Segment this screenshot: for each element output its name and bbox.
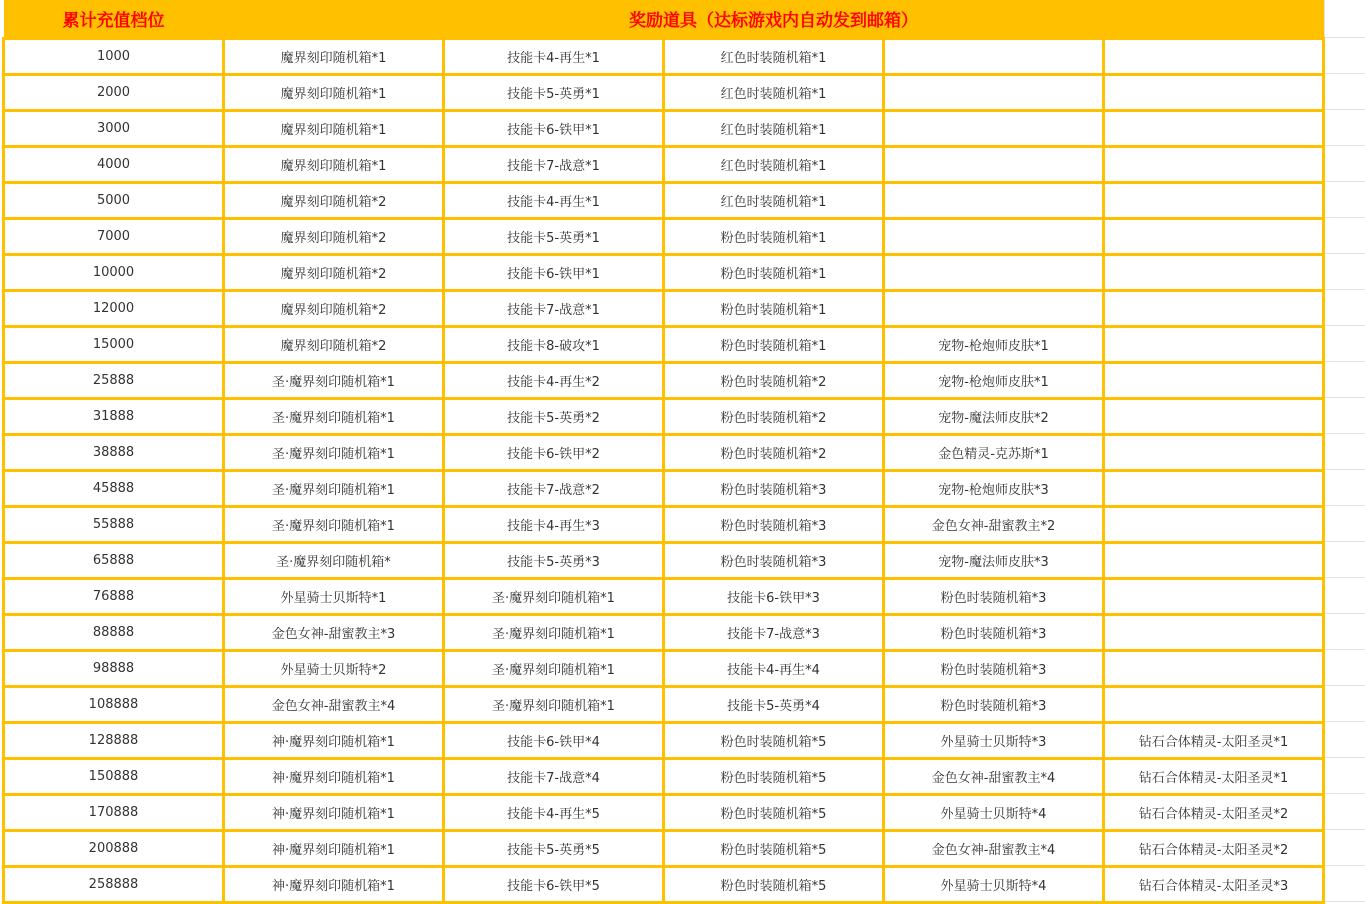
gridline-horizontal — [1324, 37, 1365, 38]
table-row — [4, 867, 1324, 903]
reward-item-cell[interactable]: 钻石合体精灵-太阳圣灵*2 — [1104, 831, 1324, 867]
reward-item-cell[interactable] — [1104, 363, 1324, 399]
reward-item-cell[interactable]: 粉色时装随机箱*5 — [664, 795, 884, 831]
reward-item-cell[interactable]: 技能卡5-英勇*3 — [444, 543, 664, 579]
reward-item-cell[interactable]: 粉色时装随机箱*3 — [664, 471, 884, 507]
reward-item-cell[interactable]: 粉色时装随机箱*3 — [884, 615, 1104, 651]
reward-item-cell[interactable]: 宠物-枪炮师皮肤*1 — [884, 327, 1104, 363]
gridline-horizontal — [1324, 613, 1365, 614]
reward-item-cell[interactable]: 粉色时装随机箱*3 — [664, 543, 884, 579]
reward-item-cell[interactable]: 技能卡8-破攻*1 — [444, 327, 664, 363]
tier-cell[interactable]: 38888 — [4, 435, 224, 471]
gridline-horizontal — [1324, 109, 1365, 110]
reward-item-cell[interactable]: 圣·魔界刻印随机箱*1 — [444, 687, 664, 723]
reward-item-cell[interactable]: 粉色时装随机箱*3 — [884, 579, 1104, 615]
table-row — [4, 759, 1324, 795]
reward-item-cell[interactable] — [884, 291, 1104, 327]
reward-item-cell[interactable] — [884, 39, 1104, 75]
reward-item-cell[interactable] — [1104, 255, 1324, 291]
tier-cell[interactable]: 76888 — [4, 579, 224, 615]
reward-item-cell[interactable]: 粉色时装随机箱*2 — [664, 363, 884, 399]
reward-item-cell[interactable] — [1104, 615, 1324, 651]
gridline-horizontal — [1324, 433, 1365, 434]
gridline-horizontal — [1324, 253, 1365, 254]
reward-item-cell[interactable]: 技能卡6-铁甲*1 — [444, 111, 664, 147]
reward-item-cell[interactable]: 技能卡4-再生*5 — [444, 795, 664, 831]
table-row — [4, 363, 1324, 399]
table-row — [4, 687, 1324, 723]
reward-item-cell[interactable]: 魔界刻印随机箱*2 — [224, 219, 444, 255]
tier-cell[interactable]: 4000 — [4, 147, 224, 183]
gridline-horizontal — [1324, 181, 1365, 182]
reward-item-cell[interactable] — [884, 219, 1104, 255]
reward-item-cell[interactable]: 外星骑士贝斯特*4 — [884, 795, 1104, 831]
table-row — [4, 723, 1324, 759]
reward-item-cell[interactable]: 技能卡5-英勇*1 — [444, 75, 664, 111]
header-row — [4, 0, 1324, 39]
tier-cell[interactable]: 31888 — [4, 399, 224, 435]
reward-item-cell[interactable]: 技能卡6-铁甲*5 — [444, 867, 664, 903]
reward-item-cell[interactable]: 红色时装随机箱*1 — [664, 147, 884, 183]
reward-item-cell[interactable]: 技能卡5-英勇*4 — [664, 687, 884, 723]
reward-item-cell[interactable]: 宠物-枪炮师皮肤*1 — [884, 363, 1104, 399]
gridline-horizontal — [1324, 469, 1365, 470]
reward-item-cell[interactable] — [884, 111, 1104, 147]
table-row — [4, 39, 1324, 75]
table-row — [4, 831, 1324, 867]
table-row — [4, 507, 1324, 543]
gridline-horizontal — [1324, 757, 1365, 758]
reward-item-cell[interactable]: 技能卡7-战意*1 — [444, 291, 664, 327]
table-row — [4, 255, 1324, 291]
reward-item-cell[interactable]: 技能卡7-战意*1 — [444, 147, 664, 183]
gridline-horizontal — [1324, 901, 1365, 902]
tier-cell[interactable]: 98888 — [4, 651, 224, 687]
gridline-horizontal — [1324, 505, 1365, 506]
gridline-horizontal — [1324, 325, 1365, 326]
table-row — [4, 183, 1324, 219]
reward-item-cell[interactable]: 宠物-魔法师皮肤*3 — [884, 543, 1104, 579]
tier-cell[interactable]: 25888 — [4, 363, 224, 399]
reward-item-cell[interactable]: 技能卡5-英勇*1 — [444, 219, 664, 255]
reward-item-cell[interactable] — [884, 147, 1104, 183]
table-row — [4, 651, 1324, 687]
reward-item-cell[interactable]: 红色时装随机箱*1 — [664, 39, 884, 75]
reward-item-cell[interactable]: 技能卡4-再生*4 — [664, 651, 884, 687]
reward-item-cell[interactable]: 技能卡7-战意*4 — [444, 759, 664, 795]
reward-item-cell[interactable]: 技能卡7-战意*2 — [444, 471, 664, 507]
reward-item-cell[interactable] — [1104, 147, 1324, 183]
reward-item-cell[interactable]: 魔界刻印随机箱*1 — [224, 147, 444, 183]
table-row — [4, 471, 1324, 507]
reward-item-cell[interactable] — [1104, 75, 1324, 111]
reward-item-cell[interactable]: 钻石合体精灵-太阳圣灵*1 — [1104, 723, 1324, 759]
tier-cell[interactable]: 3000 — [4, 111, 224, 147]
reward-item-cell[interactable] — [1104, 687, 1324, 723]
reward-item-cell[interactable]: 金色女神-甜蜜教主*3 — [224, 615, 444, 651]
table-row — [4, 543, 1324, 579]
gridline-horizontal — [1324, 829, 1365, 830]
recharge-rewards-table — [2, 0, 1325, 904]
reward-item-cell[interactable]: 粉色时装随机箱*2 — [664, 399, 884, 435]
reward-item-cell[interactable]: 金色女神-甜蜜教主*4 — [884, 831, 1104, 867]
reward-item-cell[interactable]: 钻石合体精灵-太阳圣灵*2 — [1104, 795, 1324, 831]
reward-item-cell[interactable]: 金色女神-甜蜜教主*4 — [884, 759, 1104, 795]
reward-item-cell[interactable]: 粉色时装随机箱*1 — [664, 291, 884, 327]
tier-cell[interactable]: 2000 — [4, 75, 224, 111]
reward-item-cell[interactable]: 神·魔界刻印随机箱*1 — [224, 795, 444, 831]
reward-item-cell[interactable]: 圣·魔界刻印随机箱*1 — [444, 615, 664, 651]
table-row — [4, 399, 1324, 435]
reward-item-cell[interactable]: 神·魔界刻印随机箱*1 — [224, 867, 444, 903]
reward-item-cell[interactable]: 技能卡4-再生*2 — [444, 363, 664, 399]
tier-cell[interactable]: 1000 — [4, 39, 224, 75]
reward-item-cell[interactable] — [1104, 111, 1324, 147]
gridline-horizontal — [1324, 397, 1365, 398]
reward-item-cell[interactable] — [884, 75, 1104, 111]
reward-item-cell[interactable] — [1104, 579, 1324, 615]
reward-item-cell[interactable]: 圣·魔界刻印随机箱*1 — [224, 363, 444, 399]
tier-cell[interactable]: 12000 — [4, 291, 224, 327]
reward-item-cell[interactable]: 魔界刻印随机箱*1 — [224, 75, 444, 111]
reward-item-cell[interactable]: 魔界刻印随机箱*2 — [224, 255, 444, 291]
reward-item-cell[interactable]: 神·魔界刻印随机箱*1 — [224, 831, 444, 867]
reward-item-cell[interactable]: 技能卡5-英勇*2 — [444, 399, 664, 435]
gridline-horizontal — [1324, 577, 1365, 578]
reward-item-cell[interactable] — [1104, 327, 1324, 363]
reward-item-cell[interactable]: 粉色时装随机箱*5 — [664, 831, 884, 867]
gridline-horizontal — [1324, 685, 1365, 686]
reward-item-cell[interactable] — [1104, 435, 1324, 471]
reward-item-cell[interactable]: 圣·魔界刻印随机箱*1 — [224, 507, 444, 543]
reward-item-cell[interactable]: 魔界刻印随机箱*2 — [224, 327, 444, 363]
gridline-horizontal — [1324, 541, 1365, 542]
gridline-horizontal — [1324, 73, 1365, 74]
reward-item-cell[interactable] — [1104, 507, 1324, 543]
reward-item-cell[interactable]: 技能卡6-铁甲*4 — [444, 723, 664, 759]
tier-cell[interactable]: 150888 — [4, 759, 224, 795]
reward-item-cell[interactable]: 红色时装随机箱*1 — [664, 111, 884, 147]
table-row — [4, 219, 1324, 255]
tier-cell[interactable]: 15000 — [4, 327, 224, 363]
reward-item-cell[interactable]: 粉色时装随机箱*1 — [664, 219, 884, 255]
table-row — [4, 579, 1324, 615]
tier-cell[interactable]: 5000 — [4, 183, 224, 219]
reward-item-cell[interactable]: 粉色时装随机箱*5 — [664, 723, 884, 759]
reward-item-cell[interactable]: 魔界刻印随机箱*2 — [224, 183, 444, 219]
reward-item-cell[interactable]: 技能卡6-铁甲*1 — [444, 255, 664, 291]
gridline-horizontal — [1324, 289, 1365, 290]
tier-cell[interactable]: 45888 — [4, 471, 224, 507]
reward-item-cell[interactable]: 圣·魔界刻印随机箱*1 — [444, 651, 664, 687]
gridline-horizontal — [1324, 217, 1365, 218]
reward-item-cell[interactable]: 魔界刻印随机箱*1 — [224, 111, 444, 147]
reward-item-cell[interactable]: 技能卡4-再生*3 — [444, 507, 664, 543]
reward-item-cell[interactable]: 外星骑士贝斯特*3 — [884, 723, 1104, 759]
reward-item-cell[interactable] — [1104, 651, 1324, 687]
reward-item-cell[interactable]: 技能卡6-铁甲*2 — [444, 435, 664, 471]
reward-item-cell[interactable]: 神·魔界刻印随机箱*1 — [224, 759, 444, 795]
reward-item-cell[interactable]: 粉色时装随机箱*2 — [664, 435, 884, 471]
tier-column-header: 累计充值档位 — [4, 0, 224, 39]
reward-item-cell[interactable]: 粉色时装随机箱*3 — [884, 651, 1104, 687]
reward-item-cell[interactable] — [1104, 471, 1324, 507]
table-row — [4, 435, 1324, 471]
tier-cell[interactable]: 88888 — [4, 615, 224, 651]
reward-item-cell[interactable] — [1104, 399, 1324, 435]
reward-item-cell[interactable]: 圣·魔界刻印随机箱*1 — [444, 579, 664, 615]
spreadsheet-gridlines — [1324, 0, 1365, 904]
reward-item-cell[interactable]: 粉色时装随机箱*5 — [664, 759, 884, 795]
gridline-horizontal — [1324, 145, 1365, 146]
tier-cell[interactable]: 200888 — [4, 831, 224, 867]
reward-item-cell[interactable]: 红色时装随机箱*1 — [664, 75, 884, 111]
table-row — [4, 75, 1324, 111]
reward-item-cell[interactable]: 魔界刻印随机箱*1 — [224, 39, 444, 75]
reward-item-cell[interactable]: 粉色时装随机箱*3 — [884, 687, 1104, 723]
tier-cell[interactable]: 170888 — [4, 795, 224, 831]
reward-item-cell[interactable]: 钻石合体精灵-太阳圣灵*3 — [1104, 867, 1324, 903]
reward-item-cell[interactable]: 红色时装随机箱*1 — [664, 183, 884, 219]
reward-item-cell[interactable]: 钻石合体精灵-太阳圣灵*1 — [1104, 759, 1324, 795]
reward-item-cell[interactable]: 金色精灵-克苏斯*1 — [884, 435, 1104, 471]
rewards-column-header: 奖励道具（达标游戏内自动发到邮箱） — [224, 0, 1324, 39]
tier-cell[interactable]: 258888 — [4, 867, 224, 903]
reward-item-cell[interactable]: 粉色时装随机箱*3 — [664, 507, 884, 543]
reward-item-cell[interactable]: 粉色时装随机箱*5 — [664, 867, 884, 903]
reward-item-cell[interactable] — [884, 255, 1104, 291]
gridline-horizontal — [1324, 361, 1365, 362]
gridline-horizontal — [1324, 865, 1365, 866]
reward-item-cell[interactable] — [1104, 543, 1324, 579]
reward-item-cell[interactable]: 宠物-魔法师皮肤*2 — [884, 399, 1104, 435]
gridline-horizontal — [1324, 721, 1365, 722]
table-row — [4, 291, 1324, 327]
table-row — [4, 615, 1324, 651]
table-row — [4, 795, 1324, 831]
tier-cell[interactable]: 108888 — [4, 687, 224, 723]
reward-item-cell[interactable]: 外星骑士贝斯特*1 — [224, 579, 444, 615]
reward-item-cell[interactable]: 圣·魔界刻印随机箱* — [224, 543, 444, 579]
table-body — [4, 39, 1324, 903]
reward-item-cell[interactable]: 宠物-枪炮师皮肤*3 — [884, 471, 1104, 507]
table-row — [4, 327, 1324, 363]
reward-item-cell[interactable]: 外星骑士贝斯特*2 — [224, 651, 444, 687]
gridline-horizontal — [1324, 793, 1365, 794]
reward-item-cell[interactable] — [1104, 291, 1324, 327]
reward-item-cell[interactable]: 圣·魔界刻印随机箱*1 — [224, 399, 444, 435]
tier-cell[interactable]: 128888 — [4, 723, 224, 759]
reward-item-cell[interactable]: 神·魔界刻印随机箱*1 — [224, 723, 444, 759]
reward-item-cell[interactable]: 粉色时装随机箱*1 — [664, 327, 884, 363]
tier-cell[interactable]: 10000 — [4, 255, 224, 291]
reward-item-cell[interactable]: 金色女神-甜蜜教主*4 — [224, 687, 444, 723]
reward-item-cell[interactable] — [1104, 219, 1324, 255]
reward-item-cell[interactable]: 魔界刻印随机箱*2 — [224, 291, 444, 327]
reward-item-cell[interactable]: 技能卡7-战意*3 — [664, 615, 884, 651]
reward-item-cell[interactable]: 技能卡4-再生*1 — [444, 183, 664, 219]
tier-cell[interactable]: 7000 — [4, 219, 224, 255]
table-row — [4, 147, 1324, 183]
tier-cell[interactable]: 65888 — [4, 543, 224, 579]
reward-item-cell[interactable]: 圣·魔界刻印随机箱*1 — [224, 435, 444, 471]
gridline-horizontal — [1324, 649, 1365, 650]
reward-item-cell[interactable] — [884, 183, 1104, 219]
reward-item-cell[interactable]: 圣·魔界刻印随机箱*1 — [224, 471, 444, 507]
reward-item-cell[interactable]: 技能卡4-再生*1 — [444, 39, 664, 75]
reward-item-cell[interactable]: 金色女神-甜蜜教主*2 — [884, 507, 1104, 543]
reward-item-cell[interactable]: 技能卡5-英勇*5 — [444, 831, 664, 867]
reward-item-cell[interactable]: 技能卡6-铁甲*3 — [664, 579, 884, 615]
tier-cell[interactable]: 55888 — [4, 507, 224, 543]
reward-item-cell[interactable] — [1104, 39, 1324, 75]
reward-item-cell[interactable] — [1104, 183, 1324, 219]
table-row — [4, 111, 1324, 147]
reward-item-cell[interactable]: 外星骑士贝斯特*4 — [884, 867, 1104, 903]
reward-item-cell[interactable]: 粉色时装随机箱*1 — [664, 255, 884, 291]
